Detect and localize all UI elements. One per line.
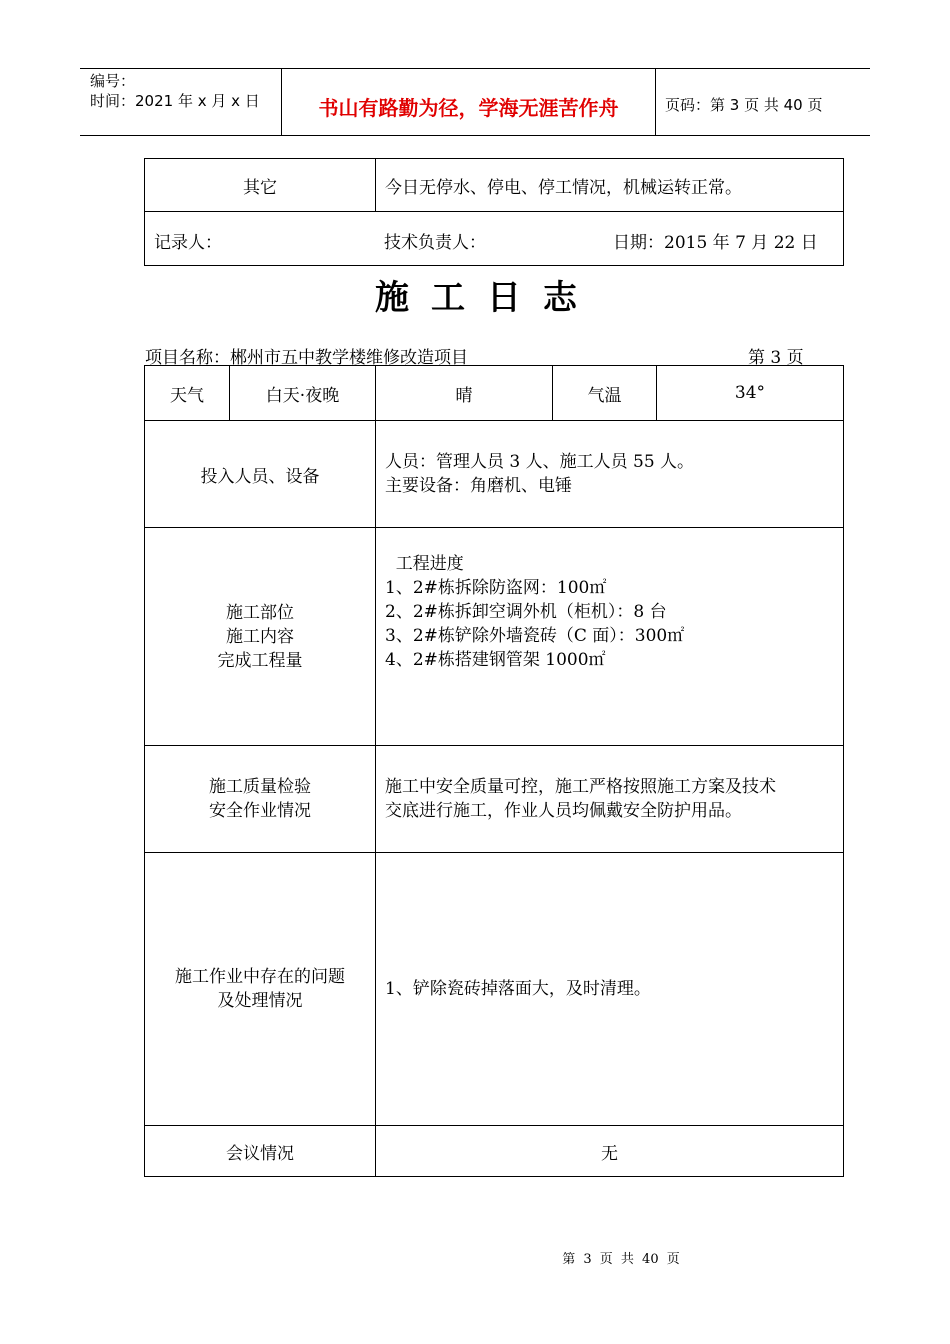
equipment-line: 主要设备：角磨机、电锤 [385,476,572,496]
work-quantity-label: 完成工程量 [217,650,303,671]
construction-log-table [144,365,844,1177]
temperature-value: 34° [657,366,844,421]
header-divider [655,69,656,136]
work-labels [145,528,376,746]
progress-item: 3、2#栋铲除外墙瓷砖（C 面）：300㎡ [385,626,685,646]
progress-heading: 工程进度 [385,554,464,574]
issues-label: 施工作业中存在的问题 [175,967,345,987]
progress-item: 1、2#栋拆除防盗网：100㎡ [385,578,607,598]
weather-value: 晴 [376,366,553,421]
document-time: 时间：2021 年 x 月 x 日 [90,92,260,110]
quality-line: 交底进行施工，作业人员均佩戴安全防护用品。 [385,801,742,821]
header-top-rule [80,68,870,69]
recorder-label: 记录人： [154,233,222,253]
temperature-label: 气温 [553,366,657,421]
page-title: 施工日志 [375,278,599,318]
work-location-label: 施工部位 [226,602,294,623]
quality-value [376,746,844,853]
quality-labels [145,746,376,853]
personnel-line: 人员：管理人员 3 人、施工人员 55 人。 [385,452,695,472]
other-label: 其它 [145,159,376,212]
issues-value [376,853,844,1126]
weather-label: 天气 [145,366,230,421]
progress-item: 4、2#栋搭建钢管架 1000㎡ [385,650,606,670]
meeting-value: 无 [376,1126,844,1177]
signature-row [145,212,844,266]
document-number: 编号： [90,72,136,90]
motto: 书山有路勤为径，学海无涯苦作舟 [318,96,619,120]
date-label: 日期：2015 年 7 月 22 日 [613,233,818,253]
day-night-label: 白天·夜晚 [230,366,376,421]
quality-label: 施工质量检验 [209,777,311,797]
issues-labels [145,853,376,1126]
prev-log-tail-table [144,158,844,266]
header-bottom-rule [80,135,870,136]
progress-item: 2、2#栋拆卸空调外机（柜机）：8 台 [385,602,667,622]
work-progress [376,528,844,746]
personnel-label: 投入人员、设备 [145,421,376,528]
work-content-label: 施工内容 [226,626,294,647]
issue-item: 1、铲除瓷砖掉落面大，及时清理。 [385,979,651,999]
page-info: 页码：第 3 页 共 40 页 [665,96,823,114]
handling-label: 及处理情况 [217,991,303,1011]
project-name: 项目名称：郴州市五中教学楼维修改造项目 [145,348,468,368]
personnel-value [376,421,844,528]
quality-line: 施工中安全质量可控，施工严格按照施工方案及技术 [385,777,776,797]
log-page-number: 第 3 页 [748,348,804,368]
safety-label: 安全作业情况 [209,801,311,821]
meeting-label: 会议情况 [145,1126,376,1177]
other-value: 今日无停水、停电、停工情况，机械运转正常。 [376,159,844,212]
page-footer: 第 3 页 共 40 页 [562,1252,680,1267]
tech-lead-label: 技术负责人： [384,233,486,253]
